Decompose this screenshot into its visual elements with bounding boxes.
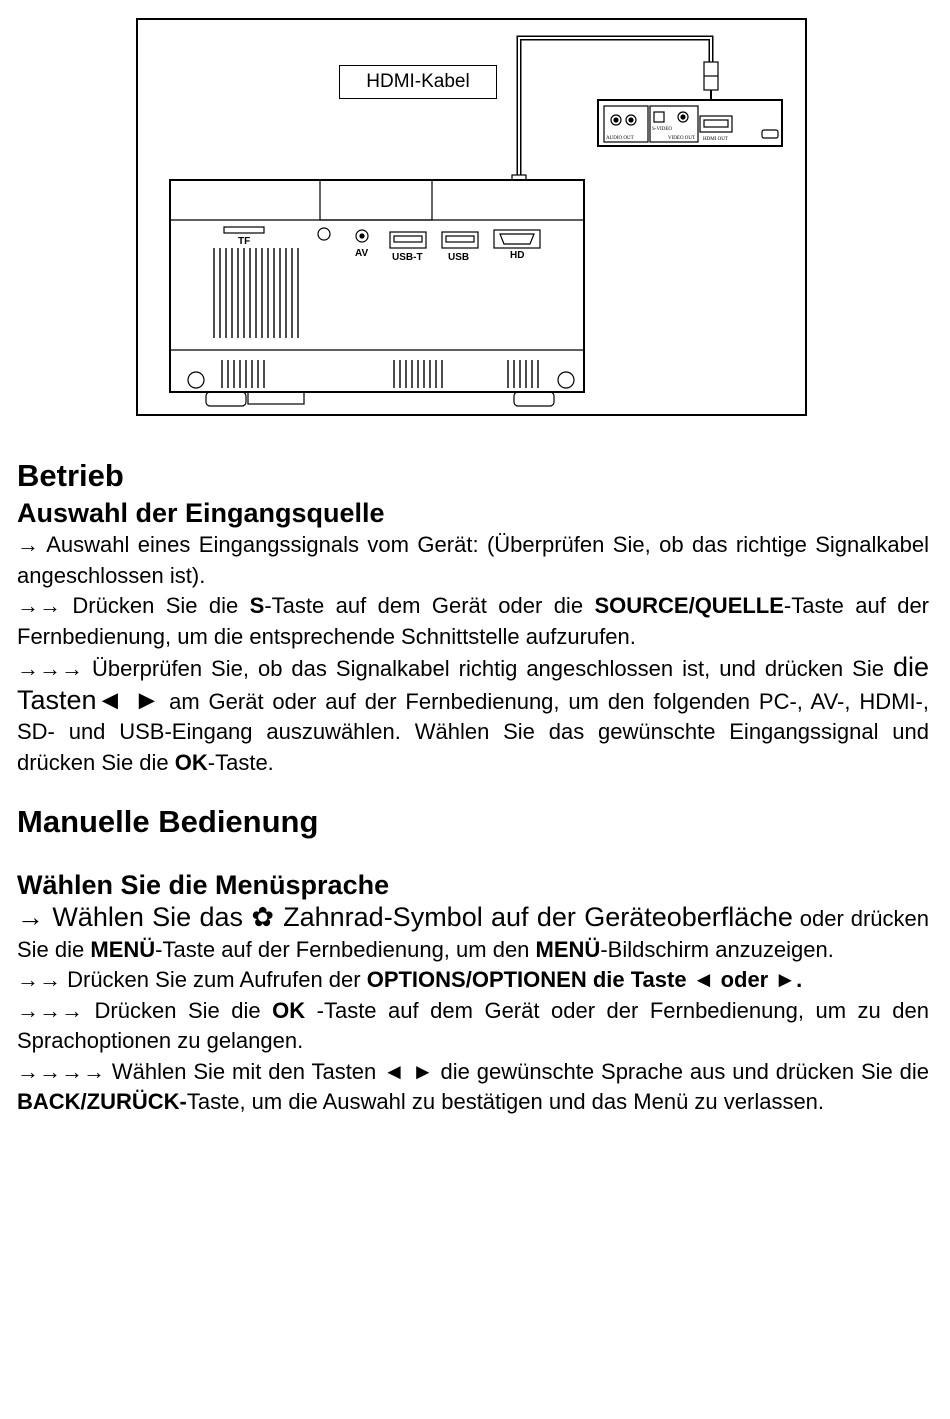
port-label-av: AV: [355, 248, 369, 259]
device-label-s-video: S-VIDEO: [652, 127, 672, 132]
gear-icon: ✿: [251, 902, 275, 932]
manual-text: [17, 456, 929, 1118]
hdmi-cable-label: HDMI-Kabel: [339, 65, 497, 99]
connection-diagram: [136, 18, 807, 416]
paragraph-gear-symbol: → Wählen Sie das ✿ Zahnrad-Symbol auf der Geräteoberfläche oder drücken Sie die MENÜ-Taste auf der Fernbedienung, um den MENÜ-Bildschirm anzuzeigen.: [17, 902, 930, 962]
subtitle-input-source: Auswahl der Eingangsquelle: [17, 498, 385, 528]
section-title-manual: Manuelle Bedienung: [17, 804, 319, 839]
port-label-hd: HD: [510, 250, 525, 261]
paragraph-ok-key: →→→ Drücken Sie die OK -Taste auf dem Gerät oder der Fernbedienung, um zu den Sprachoptionen zu gelangen.: [17, 997, 929, 1053]
paragraph-options: →→ Drücken Sie zum Aufrufen der OPTIONS/OPTIONEN die Taste ◄ oder ►.: [17, 967, 803, 992]
section-title-betrieb: Betrieb: [17, 458, 124, 493]
paragraph-select-input: →→→ Überprüfen Sie, ob das Signalkabel richtig angeschlossen ist, und drücken Sie die Tasten◄ ► am Gerät oder auf der Fernbedienung, um den folgenden PC-, AV-, HDMI-, SD- und USB-Eingang auszuwählen. Wählen Sie das gewünschte Eingangssignal und drücken Sie die OK-Taste.: [17, 652, 929, 775]
paragraph-choose-language: →→→→ Wählen Sie mit den Tasten ◄ ► die gewünschte Sprache aus und drücken Sie die BACK/ZURÜCK-Taste, um die Auswahl zu bestätigen und das Menü zu verlassen.: [17, 1058, 929, 1114]
device-label-hdmi-out: HDMI OUT: [703, 137, 728, 142]
port-label-usb-t: USB-T: [392, 252, 423, 263]
port-label-tf: TF: [238, 236, 251, 247]
subtitle-menu-language: Wählen Sie die Menüsprache: [17, 870, 390, 900]
paragraph-source-key: →→ Drücken Sie die S-Taste auf dem Gerät oder die SOURCE/QUELLE-Taste auf der Fernbedienung, um die entsprechende Schnittstelle aufzurufen.: [17, 593, 930, 649]
device-label-audio-out: AUDIO OUT: [606, 136, 634, 141]
paragraph-input-signal: → Auswahl eines Eingangssignals vom Gerät: (Überprüfen Sie, ob das richtige Signalkabel angeschlossen ist).: [17, 532, 929, 588]
device-label-video-out: VIDEO OUT: [668, 136, 696, 141]
port-label-usb: USB: [448, 252, 470, 263]
